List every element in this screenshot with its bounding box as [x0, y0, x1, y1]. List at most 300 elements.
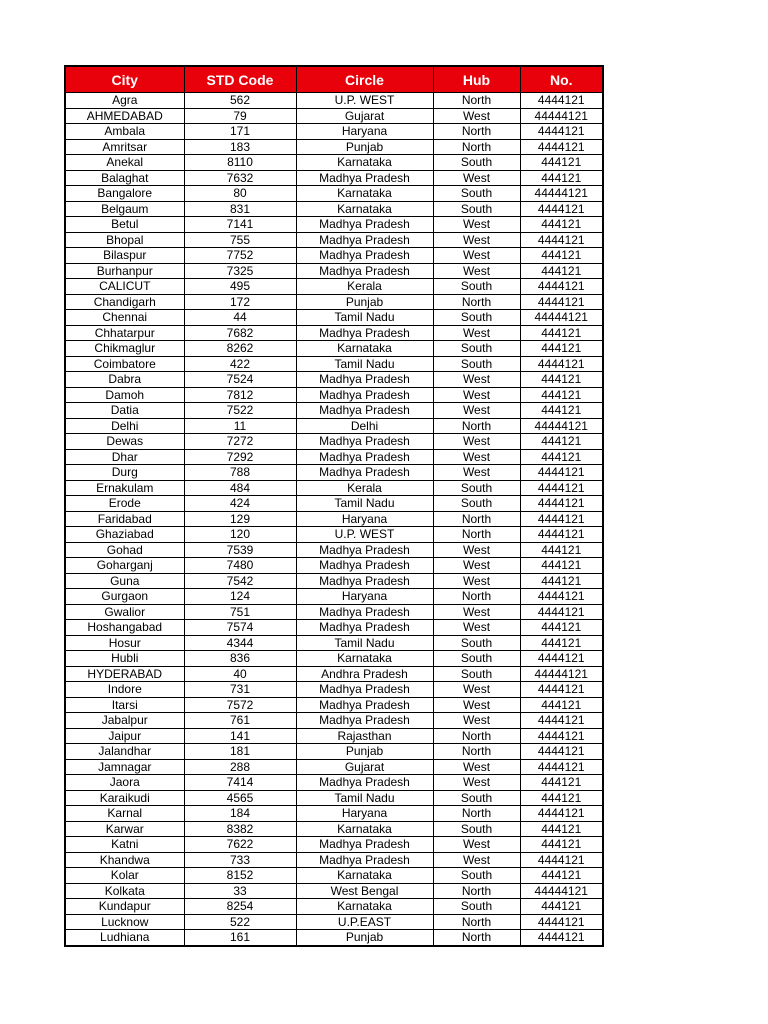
cell-city[interactable]: Hoshangabad	[65, 620, 184, 636]
cell-circle[interactable]: Tamil Nadu	[296, 496, 433, 512]
cell-std-code[interactable]: 424	[184, 496, 296, 512]
cell-number[interactable]: 4444121	[520, 232, 603, 248]
cell-std-code[interactable]: 7522	[184, 403, 296, 419]
cell-number[interactable]: 4444121	[520, 589, 603, 605]
cell-circle[interactable]: Madhya Pradesh	[296, 558, 433, 574]
cell-city[interactable]: Ghaziabad	[65, 527, 184, 543]
cell-number[interactable]: 4444121	[520, 294, 603, 310]
cell-number[interactable]: 444121	[520, 341, 603, 357]
cell-hub[interactable]: West	[433, 713, 520, 729]
cell-std-code[interactable]: 8382	[184, 821, 296, 837]
cell-circle[interactable]: Kerala	[296, 480, 433, 496]
cell-city[interactable]: Hosur	[65, 635, 184, 651]
cell-hub[interactable]: North	[433, 124, 520, 140]
cell-number[interactable]: 4444121	[520, 728, 603, 744]
cell-circle[interactable]: Rajasthan	[296, 728, 433, 744]
cell-number[interactable]: 444121	[520, 558, 603, 574]
cell-hub[interactable]: West	[433, 248, 520, 264]
cell-city[interactable]: Jabalpur	[65, 713, 184, 729]
cell-std-code[interactable]: 80	[184, 186, 296, 202]
cell-circle[interactable]: Tamil Nadu	[296, 635, 433, 651]
cell-city[interactable]: Kolkata	[65, 883, 184, 899]
cell-circle[interactable]: Madhya Pradesh	[296, 852, 433, 868]
cell-hub[interactable]: West	[433, 403, 520, 419]
cell-number[interactable]: 4444121	[520, 914, 603, 930]
cell-std-code[interactable]: 755	[184, 232, 296, 248]
cell-hub[interactable]: North	[433, 93, 520, 109]
cell-city[interactable]: Kundapur	[65, 899, 184, 915]
cell-std-code[interactable]: 522	[184, 914, 296, 930]
cell-number[interactable]: 444121	[520, 837, 603, 853]
cell-std-code[interactable]: 495	[184, 279, 296, 295]
cell-std-code[interactable]: 4565	[184, 790, 296, 806]
cell-std-code[interactable]: 4344	[184, 635, 296, 651]
table-row	[65, 496, 603, 512]
cell-circle[interactable]: Madhya Pradesh	[296, 170, 433, 186]
cell-city[interactable]: Coimbatore	[65, 356, 184, 372]
cell-city[interactable]: Ernakulam	[65, 480, 184, 496]
table-row	[65, 155, 603, 171]
cell-city[interactable]: Ambala	[65, 124, 184, 140]
cell-number[interactable]: 44444121	[520, 186, 603, 202]
cell-city[interactable]: Gohad	[65, 542, 184, 558]
cell-std-code[interactable]: 7682	[184, 325, 296, 341]
cell-number[interactable]: 444121	[520, 387, 603, 403]
cell-circle[interactable]: Madhya Pradesh	[296, 372, 433, 388]
table-row	[65, 604, 603, 620]
cell-circle[interactable]: Haryana	[296, 589, 433, 605]
cell-std-code[interactable]: 7752	[184, 248, 296, 264]
cell-std-code[interactable]: 129	[184, 511, 296, 527]
cell-city[interactable]: Balaghat	[65, 170, 184, 186]
cell-hub[interactable]: South	[433, 201, 520, 217]
cell-city[interactable]: Karwar	[65, 821, 184, 837]
cell-hub[interactable]: West	[433, 465, 520, 481]
cell-number[interactable]: 444121	[520, 775, 603, 791]
cell-city[interactable]: Chennai	[65, 310, 184, 326]
cell-city[interactable]: Jaora	[65, 775, 184, 791]
cell-std-code[interactable]: 7622	[184, 837, 296, 853]
cell-number[interactable]: 444121	[520, 325, 603, 341]
cell-std-code[interactable]: 40	[184, 666, 296, 682]
cell-number[interactable]: 444121	[520, 542, 603, 558]
cell-number[interactable]: 4444121	[520, 604, 603, 620]
table-row	[65, 372, 603, 388]
table-row	[65, 263, 603, 279]
cell-circle[interactable]: Gujarat	[296, 759, 433, 775]
cell-city[interactable]: Jamnagar	[65, 759, 184, 775]
cell-number[interactable]: 4444121	[520, 682, 603, 698]
cell-std-code[interactable]: 172	[184, 294, 296, 310]
cell-std-code[interactable]: 288	[184, 759, 296, 775]
cell-city[interactable]: Katni	[65, 837, 184, 853]
cell-hub[interactable]: West	[433, 170, 520, 186]
table-row	[65, 356, 603, 372]
cell-hub[interactable]: North	[433, 930, 520, 946]
cell-circle[interactable]: Karnataka	[296, 899, 433, 915]
cell-circle[interactable]: Andhra Pradesh	[296, 666, 433, 682]
cell-std-code[interactable]: 7542	[184, 573, 296, 589]
cell-hub[interactable]: West	[433, 387, 520, 403]
cell-circle[interactable]: Gujarat	[296, 108, 433, 124]
cell-std-code[interactable]: 7141	[184, 217, 296, 233]
cell-number[interactable]: 4444121	[520, 124, 603, 140]
cell-std-code[interactable]: 7632	[184, 170, 296, 186]
cell-number[interactable]: 444121	[520, 868, 603, 884]
cell-hub[interactable]: West	[433, 217, 520, 233]
cell-number[interactable]: 444121	[520, 620, 603, 636]
cell-std-code[interactable]: 731	[184, 682, 296, 698]
cell-number[interactable]: 4444121	[520, 930, 603, 946]
cell-circle[interactable]: Madhya Pradesh	[296, 387, 433, 403]
cell-std-code[interactable]: 761	[184, 713, 296, 729]
cell-number[interactable]: 4444121	[520, 527, 603, 543]
cell-std-code[interactable]: 8254	[184, 899, 296, 915]
cell-std-code[interactable]: 7574	[184, 620, 296, 636]
cell-hub[interactable]: North	[433, 806, 520, 822]
cell-std-code[interactable]: 484	[184, 480, 296, 496]
cell-city[interactable]: Anekal	[65, 155, 184, 171]
cell-number[interactable]: 4444121	[520, 806, 603, 822]
cell-hub[interactable]: South	[433, 480, 520, 496]
cell-hub[interactable]: North	[433, 418, 520, 434]
cell-number[interactable]: 4444121	[520, 744, 603, 760]
cell-circle[interactable]: Madhya Pradesh	[296, 837, 433, 853]
cell-hub[interactable]: South	[433, 341, 520, 357]
cell-number[interactable]: 444121	[520, 155, 603, 171]
cell-hub[interactable]: South	[433, 356, 520, 372]
cell-city[interactable]: Kolar	[65, 868, 184, 884]
cell-hub[interactable]: West	[433, 372, 520, 388]
cell-number[interactable]: 444121	[520, 248, 603, 264]
cell-hub[interactable]: West	[433, 573, 520, 589]
cell-number[interactable]: 444121	[520, 573, 603, 589]
cell-hub[interactable]: West	[433, 620, 520, 636]
cell-hub[interactable]: North	[433, 883, 520, 899]
cell-number[interactable]: 444121	[520, 372, 603, 388]
cell-number[interactable]: 4444121	[520, 496, 603, 512]
cell-circle[interactable]: Madhya Pradesh	[296, 217, 433, 233]
cell-city[interactable]: Durg	[65, 465, 184, 481]
cell-std-code[interactable]: 7539	[184, 542, 296, 558]
cell-city[interactable]: Jaipur	[65, 728, 184, 744]
cell-circle[interactable]: Punjab	[296, 744, 433, 760]
cell-circle[interactable]: Madhya Pradesh	[296, 403, 433, 419]
cell-hub[interactable]: North	[433, 527, 520, 543]
cell-std-code[interactable]: 7524	[184, 372, 296, 388]
cell-circle[interactable]: Madhya Pradesh	[296, 465, 433, 481]
cell-circle[interactable]: Madhya Pradesh	[296, 682, 433, 698]
cell-number[interactable]: 444121	[520, 821, 603, 837]
cell-number[interactable]: 4444121	[520, 356, 603, 372]
cell-hub[interactable]: West	[433, 325, 520, 341]
column-header-hub[interactable]: Hub	[433, 66, 520, 93]
cell-city[interactable]: Indore	[65, 682, 184, 698]
cell-std-code[interactable]: 7480	[184, 558, 296, 574]
cell-circle[interactable]: Madhya Pradesh	[296, 263, 433, 279]
cell-number[interactable]: 4444121	[520, 201, 603, 217]
cell-city[interactable]: Guna	[65, 573, 184, 589]
cell-hub[interactable]: South	[433, 868, 520, 884]
cell-city[interactable]: Chikmaglur	[65, 341, 184, 357]
cell-std-code[interactable]: 161	[184, 930, 296, 946]
cell-circle[interactable]: Madhya Pradesh	[296, 449, 433, 465]
table-row	[65, 449, 603, 465]
cell-city[interactable]: Goharganj	[65, 558, 184, 574]
table-row	[65, 775, 603, 791]
cell-number[interactable]: 4444121	[520, 852, 603, 868]
cell-std-code[interactable]: 7572	[184, 697, 296, 713]
cell-city[interactable]: Bangalore	[65, 186, 184, 202]
cell-std-code[interactable]: 33	[184, 883, 296, 899]
cell-city[interactable]: Erode	[65, 496, 184, 512]
cell-number[interactable]: 4444121	[520, 480, 603, 496]
cell-circle[interactable]: Haryana	[296, 511, 433, 527]
cell-circle[interactable]: Madhya Pradesh	[296, 775, 433, 791]
cell-circle[interactable]: Tamil Nadu	[296, 790, 433, 806]
cell-city[interactable]: Chhatarpur	[65, 325, 184, 341]
cell-std-code[interactable]: 44	[184, 310, 296, 326]
cell-std-code[interactable]: 171	[184, 124, 296, 140]
cell-std-code[interactable]: 831	[184, 201, 296, 217]
cell-hub[interactable]: South	[433, 496, 520, 512]
cell-std-code[interactable]: 8152	[184, 868, 296, 884]
cell-std-code[interactable]: 422	[184, 356, 296, 372]
cell-city[interactable]: Amritsar	[65, 139, 184, 155]
cell-number[interactable]: 444121	[520, 635, 603, 651]
cell-hub[interactable]: South	[433, 310, 520, 326]
table-row	[65, 248, 603, 264]
cell-circle[interactable]: Madhya Pradesh	[296, 620, 433, 636]
cell-city[interactable]: AHMEDABAD	[65, 108, 184, 124]
cell-number[interactable]: 444121	[520, 263, 603, 279]
cell-number[interactable]: 444121	[520, 697, 603, 713]
cell-std-code[interactable]: 11	[184, 418, 296, 434]
cell-std-code[interactable]: 7812	[184, 387, 296, 403]
cell-std-code[interactable]: 184	[184, 806, 296, 822]
cell-std-code[interactable]: 7325	[184, 263, 296, 279]
cell-hub[interactable]: West	[433, 682, 520, 698]
table-row	[65, 744, 603, 760]
cell-number[interactable]: 4444121	[520, 93, 603, 109]
table-row	[65, 325, 603, 341]
cell-number[interactable]: 4444121	[520, 139, 603, 155]
cell-hub[interactable]: West	[433, 263, 520, 279]
table-body	[65, 93, 603, 946]
cell-circle[interactable]: U.P. WEST	[296, 93, 433, 109]
cell-circle[interactable]: Karnataka	[296, 868, 433, 884]
cell-std-code[interactable]: 124	[184, 589, 296, 605]
cell-circle[interactable]: Karnataka	[296, 651, 433, 667]
cell-circle[interactable]: Karnataka	[296, 341, 433, 357]
cell-std-code[interactable]: 8262	[184, 341, 296, 357]
cell-hub[interactable]: West	[433, 697, 520, 713]
cell-city[interactable]: Burhanpur	[65, 263, 184, 279]
cell-circle[interactable]: Punjab	[296, 294, 433, 310]
cell-circle[interactable]: Karnataka	[296, 155, 433, 171]
cell-std-code[interactable]: 788	[184, 465, 296, 481]
cell-city[interactable]: Karnal	[65, 806, 184, 822]
cell-hub[interactable]: South	[433, 666, 520, 682]
cell-circle[interactable]: Punjab	[296, 139, 433, 155]
cell-city[interactable]: Lucknow	[65, 914, 184, 930]
cell-city[interactable]: HYDERABAD	[65, 666, 184, 682]
cell-hub[interactable]: South	[433, 899, 520, 915]
cell-std-code[interactable]: 7292	[184, 449, 296, 465]
table-row	[65, 418, 603, 434]
cell-hub[interactable]: South	[433, 155, 520, 171]
cell-hub[interactable]: South	[433, 279, 520, 295]
cell-city[interactable]: Delhi	[65, 418, 184, 434]
cell-number[interactable]: 4444121	[520, 511, 603, 527]
cell-city[interactable]: Itarsi	[65, 697, 184, 713]
cell-number[interactable]: 444121	[520, 434, 603, 450]
cell-std-code[interactable]: 7414	[184, 775, 296, 791]
cell-circle[interactable]: Madhya Pradesh	[296, 248, 433, 264]
cell-city[interactable]: Jalandhar	[65, 744, 184, 760]
cell-city[interactable]: Gwalior	[65, 604, 184, 620]
cell-hub[interactable]: West	[433, 232, 520, 248]
cell-hub[interactable]: West	[433, 434, 520, 450]
cell-number[interactable]: 44444121	[520, 883, 603, 899]
cell-circle[interactable]: Karnataka	[296, 821, 433, 837]
cell-city[interactable]: Dhar	[65, 449, 184, 465]
column-header-circle[interactable]: Circle	[296, 66, 433, 93]
table-row	[65, 201, 603, 217]
cell-hub[interactable]: South	[433, 821, 520, 837]
cell-hub[interactable]: West	[433, 542, 520, 558]
cell-number[interactable]: 44444121	[520, 108, 603, 124]
cell-city[interactable]: Dewas	[65, 434, 184, 450]
cell-circle[interactable]: Madhya Pradesh	[296, 325, 433, 341]
cell-hub[interactable]: North	[433, 914, 520, 930]
cell-city[interactable]: Agra	[65, 93, 184, 109]
cell-std-code[interactable]: 836	[184, 651, 296, 667]
cell-hub[interactable]: West	[433, 837, 520, 853]
cell-circle[interactable]: Delhi	[296, 418, 433, 434]
cell-number[interactable]: 444121	[520, 790, 603, 806]
cell-hub[interactable]: North	[433, 511, 520, 527]
cell-circle[interactable]: West Bengal	[296, 883, 433, 899]
cell-std-code[interactable]: 79	[184, 108, 296, 124]
cell-number[interactable]: 4444121	[520, 651, 603, 667]
cell-number[interactable]: 4444121	[520, 713, 603, 729]
cell-city[interactable]: Karaikudi	[65, 790, 184, 806]
cell-circle[interactable]: Madhya Pradesh	[296, 604, 433, 620]
cell-hub[interactable]: South	[433, 651, 520, 667]
cell-circle[interactable]: Haryana	[296, 124, 433, 140]
cell-city[interactable]: Hubli	[65, 651, 184, 667]
cell-hub[interactable]: West	[433, 852, 520, 868]
cell-circle[interactable]: U.P. WEST	[296, 527, 433, 543]
cell-circle[interactable]: Karnataka	[296, 201, 433, 217]
cell-hub[interactable]: South	[433, 635, 520, 651]
cell-city[interactable]: Bhopal	[65, 232, 184, 248]
cell-number[interactable]: 444121	[520, 403, 603, 419]
cell-hub[interactable]: West	[433, 449, 520, 465]
cell-circle[interactable]: Haryana	[296, 806, 433, 822]
table-row	[65, 821, 603, 837]
table-row	[65, 914, 603, 930]
cell-circle[interactable]: Madhya Pradesh	[296, 697, 433, 713]
cell-circle[interactable]: Madhya Pradesh	[296, 713, 433, 729]
cell-city[interactable]: Belgaum	[65, 201, 184, 217]
cell-std-code[interactable]: 141	[184, 728, 296, 744]
cell-circle[interactable]: Madhya Pradesh	[296, 434, 433, 450]
cell-circle[interactable]: Madhya Pradesh	[296, 573, 433, 589]
column-header-std-code[interactable]: STD Code	[184, 66, 296, 93]
cell-number[interactable]: 444121	[520, 170, 603, 186]
cell-number[interactable]: 444121	[520, 449, 603, 465]
cell-number[interactable]: 444121	[520, 899, 603, 915]
cell-hub[interactable]: South	[433, 186, 520, 202]
cell-city[interactable]: Dabra	[65, 372, 184, 388]
cell-hub[interactable]: North	[433, 294, 520, 310]
cell-circle[interactable]: U.P.EAST	[296, 914, 433, 930]
cell-city[interactable]: Faridabad	[65, 511, 184, 527]
cell-circle[interactable]: Punjab	[296, 930, 433, 946]
cell-hub[interactable]: West	[433, 759, 520, 775]
cell-std-code[interactable]: 562	[184, 93, 296, 109]
table-row	[65, 806, 603, 822]
cell-hub[interactable]: West	[433, 558, 520, 574]
cell-city[interactable]: Bilaspur	[65, 248, 184, 264]
cell-city[interactable]: Khandwa	[65, 852, 184, 868]
cell-number[interactable]: 4444121	[520, 759, 603, 775]
cell-city[interactable]: CALICUT	[65, 279, 184, 295]
cell-circle[interactable]: Madhya Pradesh	[296, 232, 433, 248]
cell-circle[interactable]: Karnataka	[296, 186, 433, 202]
table-row	[65, 930, 603, 946]
cell-std-code[interactable]: 181	[184, 744, 296, 760]
cell-city[interactable]: Gurgaon	[65, 589, 184, 605]
cell-circle[interactable]: Tamil Nadu	[296, 310, 433, 326]
cell-hub[interactable]: North	[433, 728, 520, 744]
cell-hub[interactable]: North	[433, 139, 520, 155]
cell-std-code[interactable]: 751	[184, 604, 296, 620]
cell-hub[interactable]: West	[433, 604, 520, 620]
cell-std-code[interactable]: 120	[184, 527, 296, 543]
cell-hub[interactable]: West	[433, 108, 520, 124]
cell-std-code[interactable]: 183	[184, 139, 296, 155]
table-row	[65, 139, 603, 155]
cell-number[interactable]: 4444121	[520, 465, 603, 481]
cell-circle[interactable]: Kerala	[296, 279, 433, 295]
cell-number[interactable]: 44444121	[520, 666, 603, 682]
cell-hub[interactable]: North	[433, 589, 520, 605]
cell-city[interactable]: Ludhiana	[65, 930, 184, 946]
column-header-city[interactable]: City	[65, 66, 184, 93]
cell-std-code[interactable]: 733	[184, 852, 296, 868]
cell-hub[interactable]: South	[433, 790, 520, 806]
cell-circle[interactable]: Tamil Nadu	[296, 356, 433, 372]
cell-city[interactable]: Chandigarh	[65, 294, 184, 310]
cell-number[interactable]: 444121	[520, 217, 603, 233]
cell-hub[interactable]: North	[433, 744, 520, 760]
cell-number[interactable]: 44444121	[520, 418, 603, 434]
cell-number[interactable]: 4444121	[520, 279, 603, 295]
cell-city[interactable]: Datia	[65, 403, 184, 419]
cell-std-code[interactable]: 8110	[184, 155, 296, 171]
cell-std-code[interactable]: 7272	[184, 434, 296, 450]
cell-city[interactable]: Betul	[65, 217, 184, 233]
cell-number[interactable]: 44444121	[520, 310, 603, 326]
table-row	[65, 434, 603, 450]
cell-city[interactable]: Damoh	[65, 387, 184, 403]
cell-circle[interactable]: Madhya Pradesh	[296, 542, 433, 558]
column-header-number[interactable]: No.	[520, 66, 603, 93]
cell-hub[interactable]: West	[433, 775, 520, 791]
